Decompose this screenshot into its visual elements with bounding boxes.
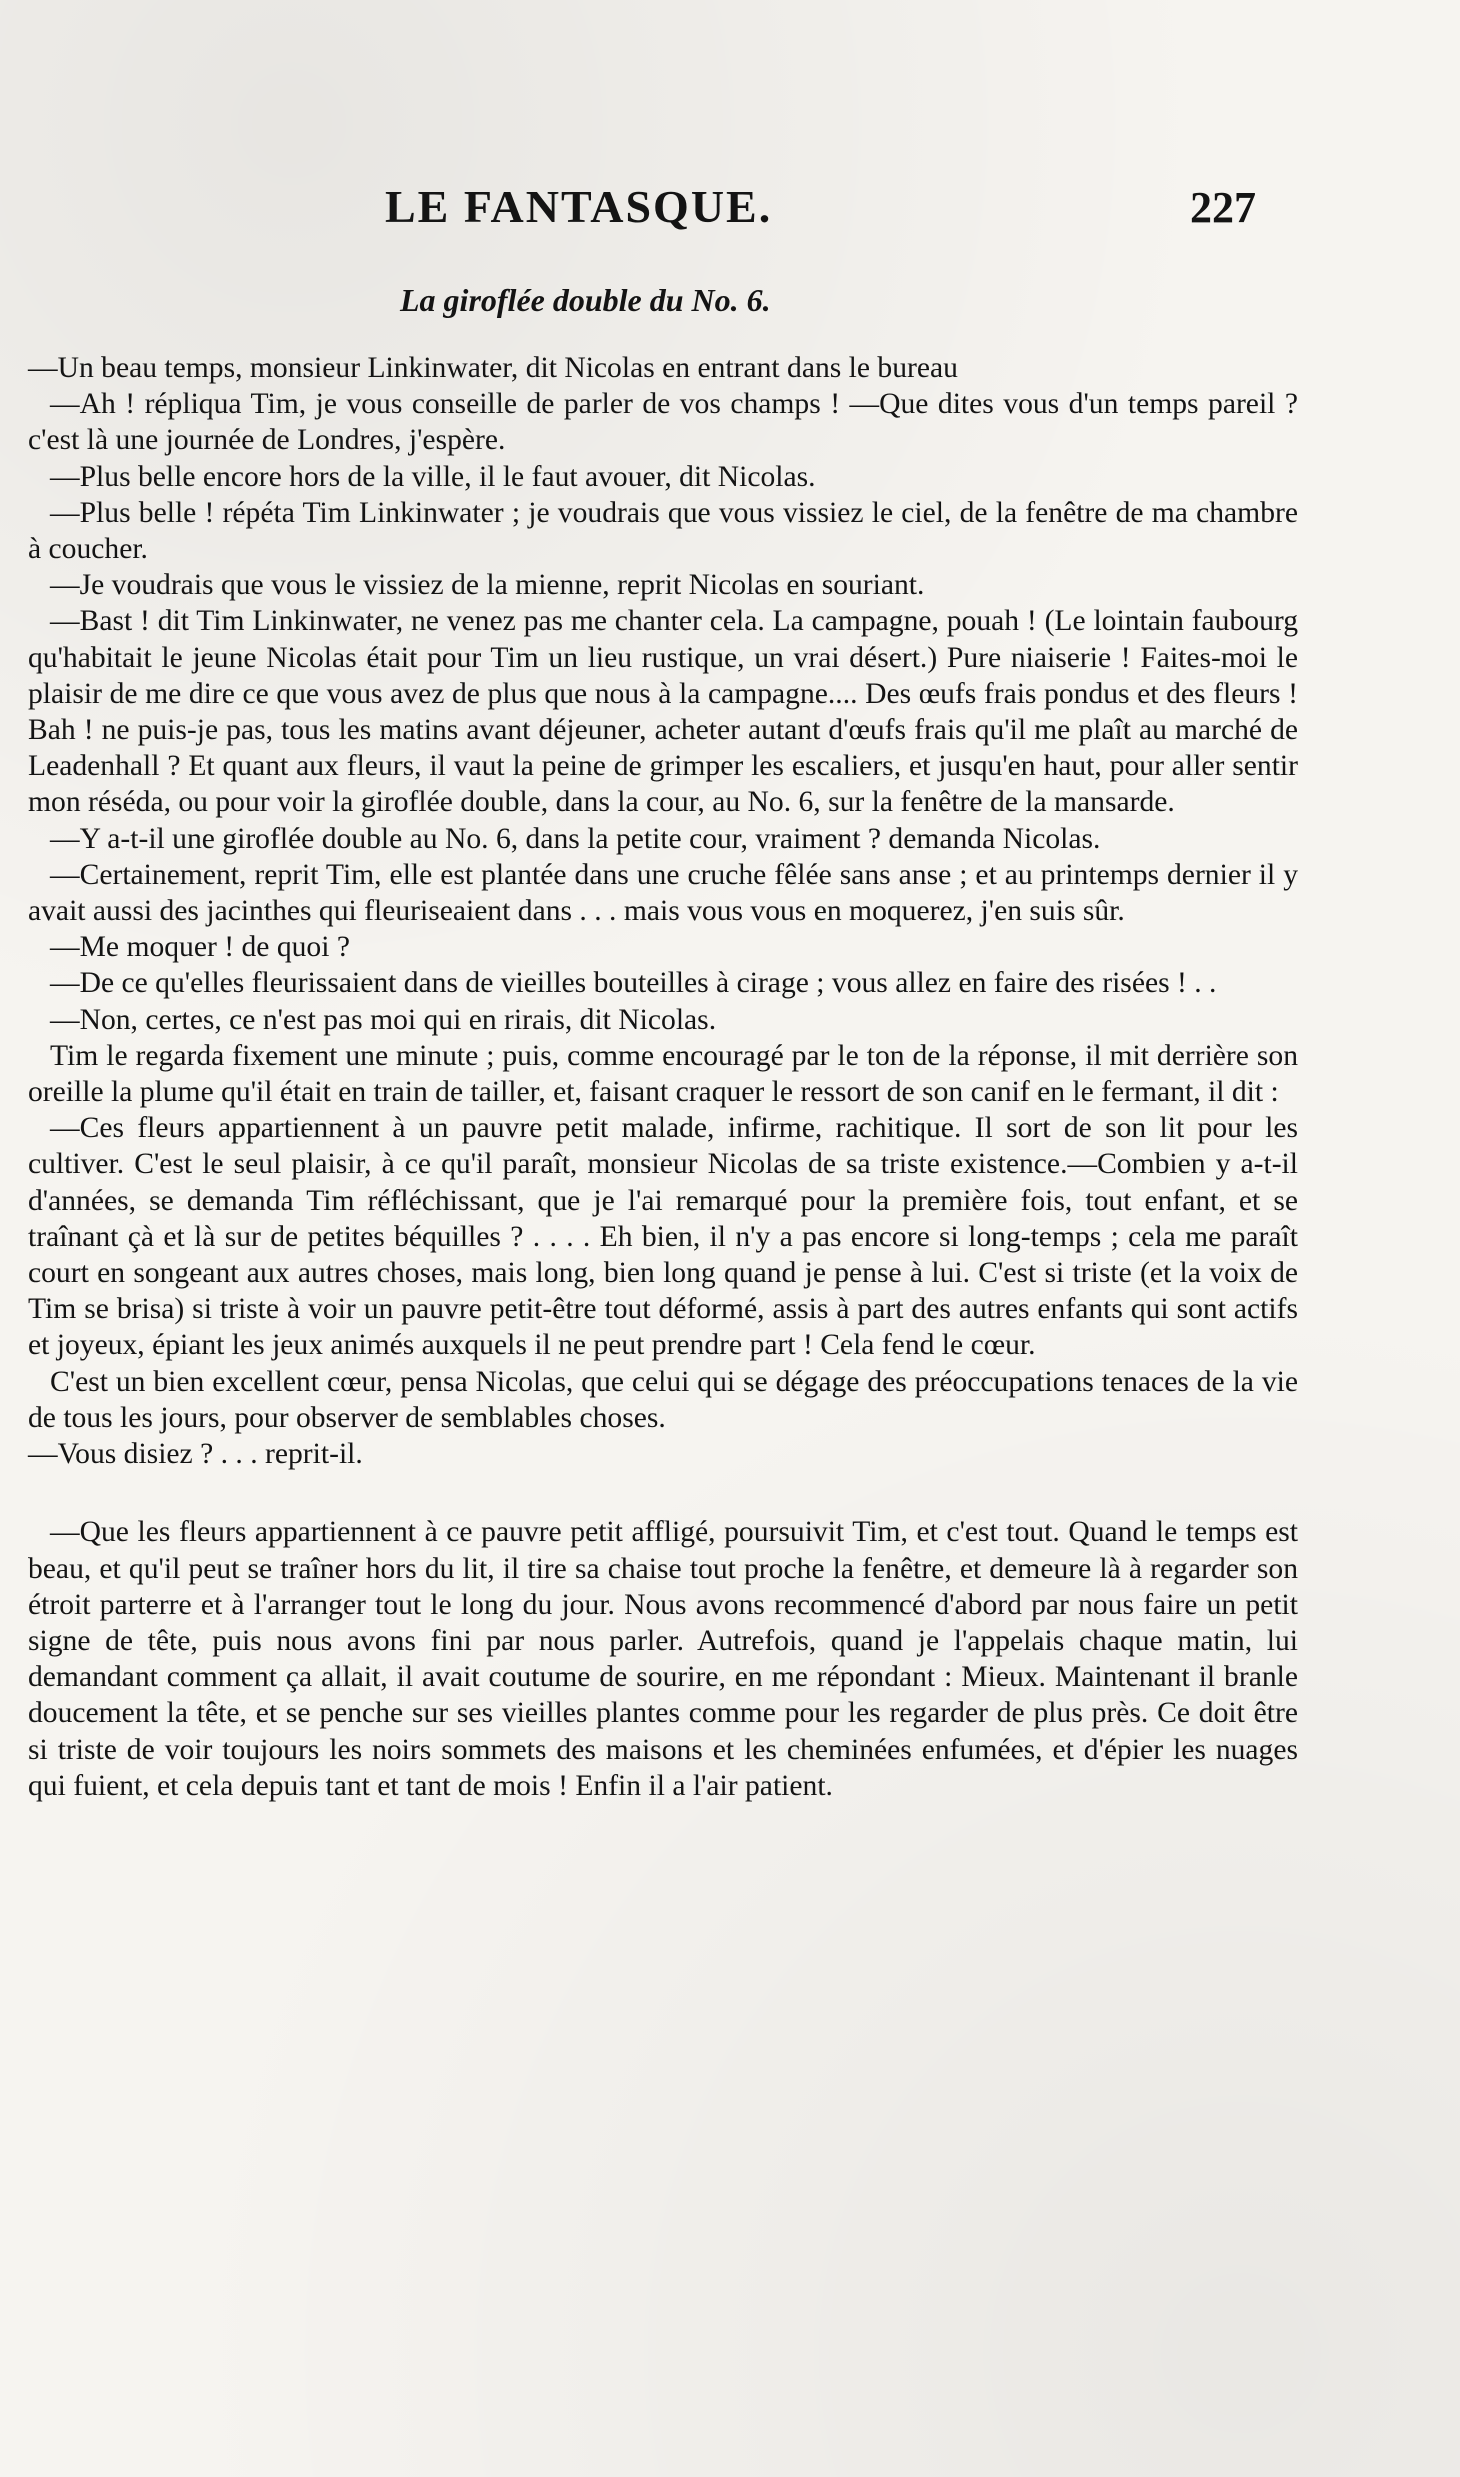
paragraph: Tim le regarda fixement une minute ; puis, comme encouragé par le ton de la réponse, il mit derrière son oreille la plume qu'il était en train de tailler, et, faisant craquer le ressort de son canif en le fermant, il dit : — [28, 1039, 1298, 1109]
paragraph: —Y a-t-il une giroflée double au No. 6, dans la petite cour, vraiment ? demanda Nicolas. — [50, 822, 1101, 855]
running-title: LE FANTASQUE. — [385, 181, 773, 232]
paragraph: —Plus belle ! répéta Tim Linkinwater ; je voudrais que vous vissiez le ciel, de la fenêtre de ma chambre à coucher. — [28, 496, 1298, 566]
paragraph: C'est un bien excellent cœur, pensa Nicolas, que celui qui se dégage des préoccupations tenaces de la vie de tous les jours, pour observer de semblables choses. — [28, 1365, 1298, 1434]
page-number: 227 — [1190, 183, 1256, 232]
paragraph: —Que les fleurs appartiennent à ce pauvre petit affligé, poursuivit Tim, et c'est tout. Quand le temps est beau, et qu'il peut se traîner hors du lit, il tire sa chaise tout proche la fenêtre, et demeure là à regarder son étroit parterre et à l'arranger tout le long du jour. Nous avons recommencé d'abord par nous faire un petit signe de tête, puis nous avons fini par nous parler. Autrefois, quand je l'appelais chaque matin, lui demandant comment ça allait, il avait coutume de sourire, en me répondant : Mieux. Maintenant il branle doucement la tête, et se penche sur ses vieilles plantes comme pour les regarder de plus près. Ce doit être si triste de voir toujours les noirs sommets des maisons et les cheminées enfumées, et d'épier les nuages qui fuient, et cela depuis tant et tant de mois ! Enfin il a l'air patient. — [28, 1516, 1298, 1802]
paragraph: —Bast ! dit Tim Linkinwater, ne venez pas me chanter cela. La campagne, pouah ! (Le lointain faubourg qu'habitait le jeune Nicolas était pour Tim un lieu rustique, un vrai désert.) Pure niaiserie ! Faites-moi le plaisir de me dire ce que vous avez de plus que nous à la campagne.... Des œufs frais pondus et des fleurs ! Bah ! ne puis-je pas, tous les matins avant déjeuner, acheter autant d'œufs frais qu'il me plaît au marché de Leadenhall ? Et quant aux fleurs, il vaut la peine de grimper les escaliers, et jusqu'en haut, pour aller sentir mon réséda, ou pour voir la giroflée double, dans la cour, au No. 6, sur la fenêtre de la mansarde. — [28, 605, 1298, 819]
body-text — [28, 350, 1298, 1804]
paragraph: —Plus belle encore hors de la ville, il le faut avouer, dit Nicolas. — [50, 460, 816, 493]
paragraph: —Certainement, reprit Tim, elle est plantée dans une cruche fêlée sans anse ; et au printemps dernier il y avait aussi des jacinthes qui fleuriseaient dans . . . mais vous vous en moquerez, j'en suis sûr. — [28, 858, 1298, 928]
paragraph: —Me moquer ! de quoi ? — [50, 931, 350, 964]
paragraph: —Ces fleurs appartiennent à un pauvre petit malade, infirme, rachitique. Il sort de son lit pour les cultiver. C'est le seul plaisir, à ce qu'il paraît, monsieur Nicolas de sa triste existence.—Combien y a-t-il d'années, se demanda Tim réfléchissant, que je l'ai remarqué pour la première fois, tout enfant, et se traînant çà et là sur de petites béquilles ? . . . . Eh bien, il n'y a pas encore si long-temps ; cela me paraît court en songeant aux autres choses, mais long, bien long quand je pense à lui. C'est si triste (et la voix de Tim se brisa) si triste à voir un pauvre petit-être tout déformé, assis à part des autres enfants qui sont actifs et joyeux, épiant les jeux animés auxquels il ne peut prendre part ! Cela fend le cœur. — [28, 1112, 1298, 1362]
paragraph: —Je voudrais que vous le vissiez de la mienne, reprit Nicolas en souriant. — [50, 569, 925, 602]
paragraph: —Ah ! répliqua Tim, je vous conseille de parler de vos champs ! —Que dites vous d'un temps pareil ? c'est là une journée de Londres, j'espère. — [28, 388, 1298, 457]
paragraph: —Vous disiez ? . . . reprit-il. — [28, 1438, 363, 1471]
paragraph: —Un beau temps, monsieur Linkinwater, dit Nicolas en entrant dans le bureau — [28, 352, 958, 384]
paragraph: —De ce qu'elles fleurissaient dans de vieilles bouteilles à cirage ; vous allez en faire des risées ! . . — [50, 967, 1217, 1000]
section-title: La giroflée double du No. 6. — [400, 282, 771, 318]
paragraph: —Non, certes, ce n'est pas moi qui en rirais, dit Nicolas. — [50, 1003, 717, 1036]
page-header — [0, 180, 1460, 240]
